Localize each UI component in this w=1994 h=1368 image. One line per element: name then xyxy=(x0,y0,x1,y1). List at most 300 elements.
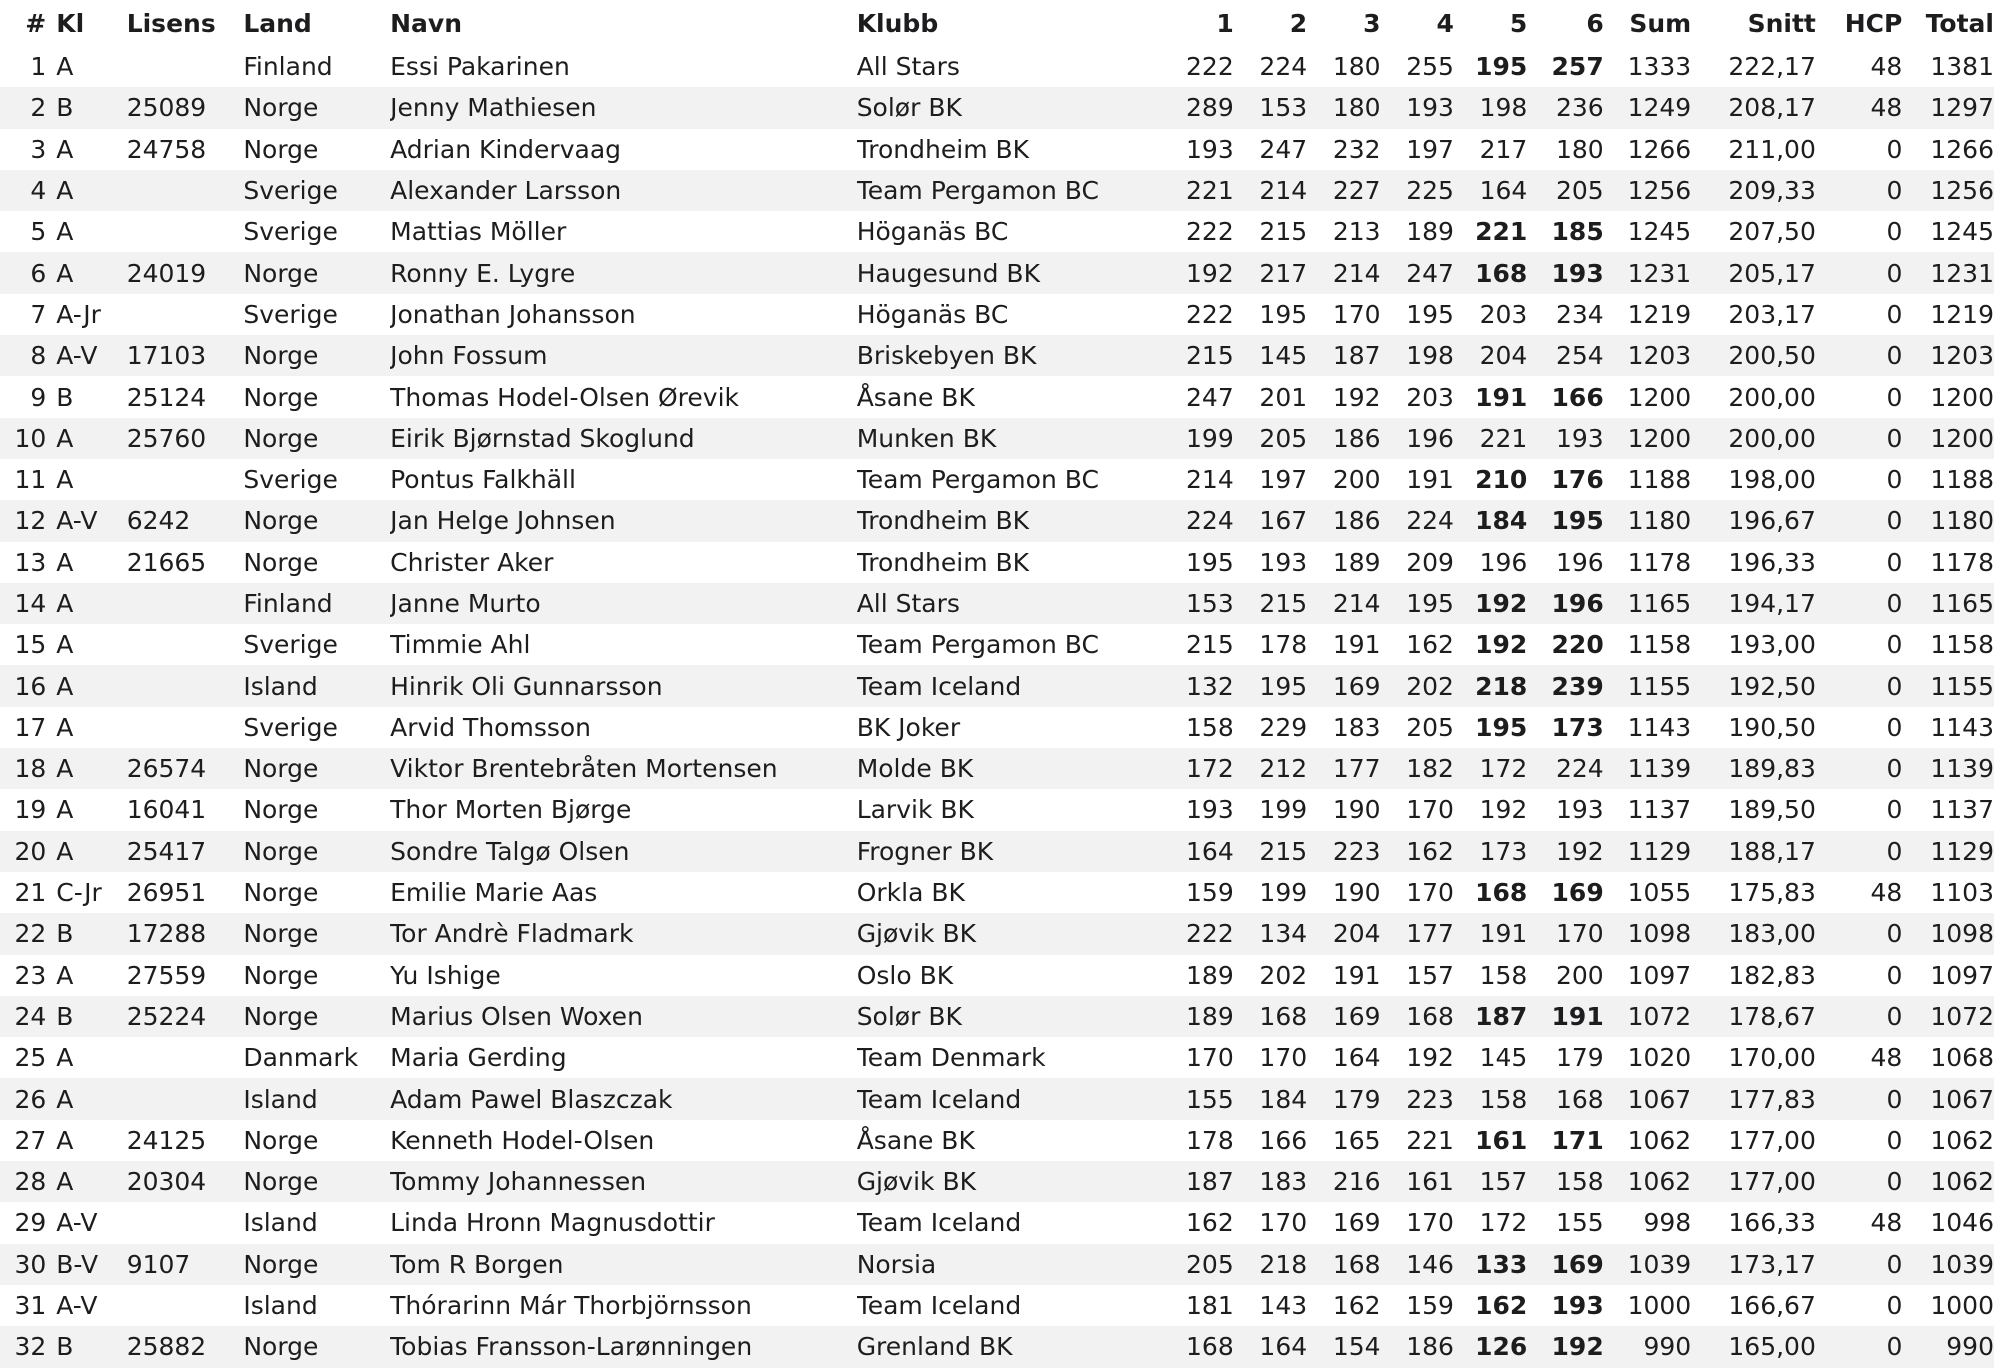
cell-snitt: 189,83 xyxy=(1691,748,1816,789)
cell-snitt: 192,50 xyxy=(1691,665,1816,706)
cell-klubb: Höganäs BC xyxy=(857,211,1171,252)
cell-kl: A-V xyxy=(46,500,126,541)
cell-kl: A xyxy=(46,1161,126,1202)
cell-klubb: Molde BK xyxy=(857,748,1171,789)
cell-hcp: 0 xyxy=(1816,129,1902,170)
cell-total: 1200 xyxy=(1902,376,1994,417)
cell-sum: 1180 xyxy=(1604,500,1691,541)
cell-g6: 158 xyxy=(1527,1161,1603,1202)
cell-kl: B xyxy=(46,376,126,417)
cell-pos: 13 xyxy=(0,542,46,583)
cell-g4: 193 xyxy=(1381,87,1454,128)
cell-klubb: Solør BK xyxy=(857,87,1171,128)
cell-g5: 204 xyxy=(1454,335,1527,376)
cell-land: Island xyxy=(243,1285,390,1326)
cell-g6: 239 xyxy=(1527,665,1603,706)
cell-g5: 145 xyxy=(1454,1037,1527,1078)
cell-g3: 165 xyxy=(1307,1120,1380,1161)
cell-g6: 185 xyxy=(1527,211,1603,252)
cell-snitt: 196,33 xyxy=(1691,542,1816,583)
cell-pos: 9 xyxy=(0,376,46,417)
cell-navn: Jonathan Johansson xyxy=(390,294,857,335)
cell-g1: 224 xyxy=(1170,500,1233,541)
cell-snitt: 208,17 xyxy=(1691,87,1816,128)
cell-land: Finland xyxy=(243,46,390,87)
cell-hcp: 0 xyxy=(1816,170,1902,211)
cell-snitt: 200,00 xyxy=(1691,418,1816,459)
cell-g2: 229 xyxy=(1234,707,1307,748)
cell-total: 1067 xyxy=(1902,1078,1994,1119)
cell-g4: 196 xyxy=(1381,418,1454,459)
cell-total: 1219 xyxy=(1902,294,1994,335)
cell-g3: 204 xyxy=(1307,913,1380,954)
cell-kl: A xyxy=(46,542,126,583)
cell-lisens: 25224 xyxy=(127,996,244,1037)
cell-snitt: 183,00 xyxy=(1691,913,1816,954)
cell-g6: 193 xyxy=(1527,1285,1603,1326)
cell-sum: 1200 xyxy=(1604,418,1691,459)
cell-g4: 161 xyxy=(1381,1161,1454,1202)
cell-g2: 217 xyxy=(1234,252,1307,293)
cell-land: Sverige xyxy=(243,211,390,252)
column-header-sum[interactable]: Sum xyxy=(1629,8,1692,38)
cell-lisens: 20304 xyxy=(127,1161,244,1202)
cell-hcp: 0 xyxy=(1816,1120,1902,1161)
cell-kl: A xyxy=(46,1037,126,1078)
cell-snitt: 182,83 xyxy=(1691,955,1816,996)
cell-land: Island xyxy=(243,1202,390,1243)
cell-g4: 195 xyxy=(1381,583,1454,624)
cell-g4: 197 xyxy=(1381,129,1454,170)
column-header-g1[interactable]: 1 xyxy=(1216,8,1234,38)
cell-navn: Timmie Ahl xyxy=(390,624,857,665)
cell-g5: 126 xyxy=(1454,1326,1527,1367)
cell-total: 1139 xyxy=(1902,748,1994,789)
table-row xyxy=(0,170,1994,211)
cell-g1: 247 xyxy=(1170,376,1233,417)
cell-kl: A xyxy=(46,624,126,665)
cell-sum: 1067 xyxy=(1604,1078,1691,1119)
table-row xyxy=(0,542,1994,583)
cell-pos: 1 xyxy=(0,46,46,87)
cell-g3: 169 xyxy=(1307,996,1380,1037)
cell-g5: 184 xyxy=(1454,500,1527,541)
cell-land: Norge xyxy=(243,1326,390,1367)
cell-g5: 191 xyxy=(1454,376,1527,417)
cell-g4: 191 xyxy=(1381,459,1454,500)
cell-total: 1062 xyxy=(1902,1161,1994,1202)
cell-total: 1297 xyxy=(1902,87,1994,128)
cell-kl: A xyxy=(46,170,126,211)
cell-sum: 1158 xyxy=(1604,624,1691,665)
cell-g4: 170 xyxy=(1381,1202,1454,1243)
cell-pos: 20 xyxy=(0,831,46,872)
cell-lisens: 6242 xyxy=(127,500,244,541)
cell-sum: 1256 xyxy=(1604,170,1691,211)
cell-g2: 195 xyxy=(1234,294,1307,335)
cell-lisens: 26574 xyxy=(127,748,244,789)
cell-kl: A xyxy=(46,129,126,170)
cell-g4: 162 xyxy=(1381,831,1454,872)
cell-lisens xyxy=(127,1202,244,1243)
cell-sum: 1098 xyxy=(1604,913,1691,954)
table-row xyxy=(0,459,1994,500)
cell-total: 1231 xyxy=(1902,252,1994,293)
cell-snitt: 211,00 xyxy=(1691,129,1816,170)
cell-land: Norge xyxy=(243,996,390,1037)
cell-total: 1098 xyxy=(1902,913,1994,954)
cell-pos: 28 xyxy=(0,1161,46,1202)
cell-pos: 4 xyxy=(0,170,46,211)
cell-g6: 171 xyxy=(1527,1120,1603,1161)
cell-pos: 3 xyxy=(0,129,46,170)
cell-g5: 192 xyxy=(1454,624,1527,665)
cell-g2: 215 xyxy=(1234,583,1307,624)
cell-kl: A-V xyxy=(46,1285,126,1326)
cell-g6: 196 xyxy=(1527,542,1603,583)
cell-navn: Viktor Brentebråten Mortensen xyxy=(390,748,857,789)
cell-g3: 170 xyxy=(1307,294,1380,335)
cell-g6: 176 xyxy=(1527,459,1603,500)
cell-g3: 213 xyxy=(1307,211,1380,252)
column-header-klubb[interactable]: Klubb xyxy=(856,8,939,38)
cell-land: Norge xyxy=(243,376,390,417)
cell-sum: 1062 xyxy=(1604,1120,1691,1161)
cell-snitt: 189,50 xyxy=(1691,789,1816,830)
cell-total: 1097 xyxy=(1902,955,1994,996)
cell-g1: 195 xyxy=(1170,542,1233,583)
cell-navn: Tom R Borgen xyxy=(390,1244,857,1285)
column-header-snitt[interactable]: Snitt xyxy=(1747,8,1816,38)
cell-lisens: 25124 xyxy=(127,376,244,417)
cell-pos: 31 xyxy=(0,1285,46,1326)
cell-sum: 1055 xyxy=(1604,872,1691,913)
table-row xyxy=(0,1244,1994,1285)
cell-g2: 195 xyxy=(1234,665,1307,706)
cell-pos: 14 xyxy=(0,583,46,624)
cell-navn: Maria Gerding xyxy=(390,1037,857,1078)
column-header-g4[interactable]: 4 xyxy=(1436,8,1454,38)
cell-g1: 155 xyxy=(1170,1078,1233,1119)
cell-g3: 169 xyxy=(1307,1202,1380,1243)
cell-land: Norge xyxy=(243,335,390,376)
cell-lisens xyxy=(127,46,244,87)
cell-g6: 257 xyxy=(1527,46,1603,87)
cell-total: 1143 xyxy=(1902,707,1994,748)
cell-kl: A-Jr xyxy=(46,294,126,335)
cell-pos: 19 xyxy=(0,789,46,830)
cell-g6: 169 xyxy=(1527,872,1603,913)
cell-lisens xyxy=(127,459,244,500)
cell-lisens xyxy=(127,583,244,624)
cell-total: 1203 xyxy=(1902,335,1994,376)
cell-g6: 236 xyxy=(1527,87,1603,128)
cell-klubb: Briskebyen BK xyxy=(857,335,1171,376)
cell-pos: 32 xyxy=(0,1326,46,1367)
cell-kl: B-V xyxy=(46,1244,126,1285)
cell-land: Norge xyxy=(243,87,390,128)
column-header-g3[interactable]: 3 xyxy=(1363,8,1381,38)
cell-lisens: 25089 xyxy=(127,87,244,128)
cell-g6: 166 xyxy=(1527,376,1603,417)
cell-g4: 170 xyxy=(1381,872,1454,913)
cell-sum: 1137 xyxy=(1604,789,1691,830)
cell-navn: Essi Pakarinen xyxy=(390,46,857,87)
cell-hcp: 0 xyxy=(1816,418,1902,459)
cell-snitt: 177,00 xyxy=(1691,1120,1816,1161)
cell-sum: 998 xyxy=(1604,1202,1691,1243)
table-row xyxy=(0,1078,1994,1119)
cell-hcp: 0 xyxy=(1816,789,1902,830)
cell-sum: 1129 xyxy=(1604,831,1691,872)
cell-lisens: 21665 xyxy=(127,542,244,583)
cell-hcp: 48 xyxy=(1816,87,1902,128)
cell-total: 1266 xyxy=(1902,129,1994,170)
cell-hcp: 0 xyxy=(1816,955,1902,996)
table-row xyxy=(0,1120,1994,1161)
cell-hcp: 0 xyxy=(1816,624,1902,665)
cell-kl: A xyxy=(46,459,126,500)
cell-hcp: 0 xyxy=(1816,376,1902,417)
cell-g5: 198 xyxy=(1454,87,1527,128)
cell-navn: Jenny Mathiesen xyxy=(390,87,857,128)
cell-g1: 132 xyxy=(1170,665,1233,706)
cell-g5: 196 xyxy=(1454,542,1527,583)
table-row xyxy=(0,87,1994,128)
column-header-kl[interactable]: Kl xyxy=(56,8,85,38)
cell-kl: A xyxy=(46,1120,126,1161)
cell-g4: 189 xyxy=(1381,211,1454,252)
cell-kl: A xyxy=(46,831,126,872)
cell-navn: Tor Andrè Fladmark xyxy=(390,913,857,954)
column-header-g5[interactable]: 5 xyxy=(1509,8,1528,38)
cell-navn: Pontus Falkhäll xyxy=(390,459,857,500)
cell-snitt: 205,17 xyxy=(1691,252,1816,293)
column-header-land[interactable]: Land xyxy=(243,8,312,38)
cell-g1: 215 xyxy=(1170,624,1233,665)
cell-g5: 158 xyxy=(1454,955,1527,996)
cell-pos: 29 xyxy=(0,1202,46,1243)
table-row xyxy=(0,294,1994,335)
cell-g2: 193 xyxy=(1234,542,1307,583)
cell-lisens: 25882 xyxy=(127,1326,244,1367)
cell-kl: A xyxy=(46,252,126,293)
cell-klubb: Larvik BK xyxy=(857,789,1171,830)
cell-hcp: 0 xyxy=(1816,913,1902,954)
cell-sum: 1155 xyxy=(1604,665,1691,706)
cell-g5: 203 xyxy=(1454,294,1527,335)
cell-g3: 186 xyxy=(1307,500,1380,541)
cell-g1: 215 xyxy=(1170,335,1233,376)
cell-total: 1046 xyxy=(1902,1202,1994,1243)
cell-g6: 169 xyxy=(1527,1244,1603,1285)
cell-sum: 1165 xyxy=(1604,583,1691,624)
cell-land: Norge xyxy=(243,748,390,789)
cell-g5: 164 xyxy=(1454,170,1527,211)
header-row xyxy=(0,0,1994,46)
cell-sum: 1203 xyxy=(1604,335,1691,376)
cell-land: Danmark xyxy=(243,1037,390,1078)
table-row xyxy=(0,46,1994,87)
table-row xyxy=(0,500,1994,541)
cell-navn: Arvid Thomsson xyxy=(390,707,857,748)
table-row xyxy=(0,665,1994,706)
cell-land: Finland xyxy=(243,583,390,624)
cell-total: 1000 xyxy=(1902,1285,1994,1326)
table-row xyxy=(0,376,1994,417)
table-row xyxy=(0,1326,1994,1367)
column-header-total[interactable]: Total xyxy=(1925,8,1994,38)
cell-navn: Linda Hronn Magnusdottir xyxy=(390,1202,857,1243)
cell-snitt: 165,00 xyxy=(1691,1326,1816,1367)
table-row xyxy=(0,211,1994,252)
cell-total: 1165 xyxy=(1902,583,1994,624)
cell-g4: 209 xyxy=(1381,542,1454,583)
cell-lisens xyxy=(127,294,244,335)
cell-hcp: 0 xyxy=(1816,831,1902,872)
cell-land: Norge xyxy=(243,542,390,583)
cell-g5: 157 xyxy=(1454,1161,1527,1202)
cell-sum: 1000 xyxy=(1604,1285,1691,1326)
cell-g4: 168 xyxy=(1381,996,1454,1037)
table-row xyxy=(0,129,1994,170)
cell-klubb: All Stars xyxy=(857,46,1171,87)
column-header-navn[interactable]: Navn xyxy=(390,8,463,38)
table-row xyxy=(0,872,1994,913)
cell-g1: 222 xyxy=(1170,46,1233,87)
cell-land: Norge xyxy=(243,872,390,913)
cell-snitt: 203,17 xyxy=(1691,294,1816,335)
cell-g1: 181 xyxy=(1170,1285,1233,1326)
cell-g1: 164 xyxy=(1170,831,1233,872)
cell-g3: 180 xyxy=(1307,46,1380,87)
cell-klubb: Oslo BK xyxy=(857,955,1171,996)
table-row xyxy=(0,748,1994,789)
cell-lisens: 17288 xyxy=(127,913,244,954)
cell-g4: 221 xyxy=(1381,1120,1454,1161)
cell-g6: 170 xyxy=(1527,913,1603,954)
cell-klubb: Haugesund BK xyxy=(857,252,1171,293)
cell-sum: 1219 xyxy=(1604,294,1691,335)
cell-lisens xyxy=(127,170,244,211)
cell-g3: 227 xyxy=(1307,170,1380,211)
cell-klubb: Trondheim BK xyxy=(857,542,1171,583)
cell-navn: Janne Murto xyxy=(390,583,857,624)
cell-navn: Yu Ishige xyxy=(390,955,857,996)
column-header-lisens[interactable]: Lisens xyxy=(126,8,216,38)
table-row xyxy=(0,252,1994,293)
cell-g3: 192 xyxy=(1307,376,1380,417)
cell-g4: 159 xyxy=(1381,1285,1454,1326)
results-body xyxy=(0,46,1994,1368)
cell-g4: 146 xyxy=(1381,1244,1454,1285)
cell-g4: 182 xyxy=(1381,748,1454,789)
cell-g6: 205 xyxy=(1527,170,1603,211)
cell-g6: 196 xyxy=(1527,583,1603,624)
cell-g6: 191 xyxy=(1527,996,1603,1037)
cell-snitt: 170,00 xyxy=(1691,1037,1816,1078)
cell-g5: 191 xyxy=(1454,913,1527,954)
column-header-g6[interactable]: 6 xyxy=(1586,8,1604,38)
cell-pos: 2 xyxy=(0,87,46,128)
cell-g5: 218 xyxy=(1454,665,1527,706)
cell-pos: 12 xyxy=(0,500,46,541)
cell-hcp: 0 xyxy=(1816,1326,1902,1367)
cell-lisens xyxy=(127,707,244,748)
table-row xyxy=(0,1037,1994,1078)
column-header-g2[interactable]: 2 xyxy=(1289,8,1308,38)
cell-sum: 1333 xyxy=(1604,46,1691,87)
cell-hcp: 0 xyxy=(1816,294,1902,335)
cell-kl: A-V xyxy=(46,335,126,376)
cell-kl: A xyxy=(46,1078,126,1119)
cell-klubb: Grenland BK xyxy=(857,1326,1171,1367)
cell-hcp: 0 xyxy=(1816,459,1902,500)
cell-navn: Alexander Larsson xyxy=(390,170,857,211)
cell-land: Norge xyxy=(243,831,390,872)
cell-g3: 164 xyxy=(1307,1037,1380,1078)
cell-g4: 198 xyxy=(1381,335,1454,376)
cell-total: 1072 xyxy=(1902,996,1994,1037)
cell-hcp: 0 xyxy=(1816,583,1902,624)
cell-total: 990 xyxy=(1902,1326,1994,1367)
cell-sum: 1039 xyxy=(1604,1244,1691,1285)
cell-g2: 167 xyxy=(1234,500,1307,541)
cell-klubb: Solør BK xyxy=(857,996,1171,1037)
cell-pos: 21 xyxy=(0,872,46,913)
cell-snitt: 166,33 xyxy=(1691,1202,1816,1243)
cell-hcp: 0 xyxy=(1816,748,1902,789)
cell-g6: 180 xyxy=(1527,129,1603,170)
cell-g3: 200 xyxy=(1307,459,1380,500)
cell-hcp: 0 xyxy=(1816,996,1902,1037)
cell-snitt: 166,67 xyxy=(1691,1285,1816,1326)
cell-g1: 193 xyxy=(1170,789,1233,830)
cell-navn: Adrian Kindervaag xyxy=(390,129,857,170)
cell-hcp: 0 xyxy=(1816,1285,1902,1326)
cell-snitt: 222,17 xyxy=(1691,46,1816,87)
cell-g2: 199 xyxy=(1234,789,1307,830)
cell-klubb: Åsane BK xyxy=(857,376,1171,417)
cell-g4: 157 xyxy=(1381,955,1454,996)
cell-navn: Eirik Bjørnstad Skoglund xyxy=(390,418,857,459)
cell-klubb: Norsia xyxy=(857,1244,1171,1285)
cell-g2: 168 xyxy=(1234,996,1307,1037)
cell-lisens xyxy=(127,1285,244,1326)
cell-snitt: 194,17 xyxy=(1691,583,1816,624)
cell-g5: 158 xyxy=(1454,1078,1527,1119)
cell-g6: 192 xyxy=(1527,831,1603,872)
cell-hcp: 0 xyxy=(1816,211,1902,252)
column-header-pos[interactable]: # xyxy=(25,8,47,38)
cell-lisens xyxy=(127,624,244,665)
cell-kl: B xyxy=(46,1326,126,1367)
cell-g1: 193 xyxy=(1170,129,1233,170)
cell-g6: 173 xyxy=(1527,707,1603,748)
cell-g3: 214 xyxy=(1307,252,1380,293)
cell-g3: 183 xyxy=(1307,707,1380,748)
cell-g5: 172 xyxy=(1454,748,1527,789)
cell-navn: Emilie Marie Aas xyxy=(390,872,857,913)
cell-g2: 197 xyxy=(1234,459,1307,500)
column-header-hcp[interactable]: HCP xyxy=(1844,8,1903,38)
cell-land: Sverige xyxy=(243,707,390,748)
cell-g5: 187 xyxy=(1454,996,1527,1037)
cell-klubb: Team Iceland xyxy=(857,665,1171,706)
cell-g6: 168 xyxy=(1527,1078,1603,1119)
cell-sum: 1097 xyxy=(1604,955,1691,996)
table-row xyxy=(0,624,1994,665)
